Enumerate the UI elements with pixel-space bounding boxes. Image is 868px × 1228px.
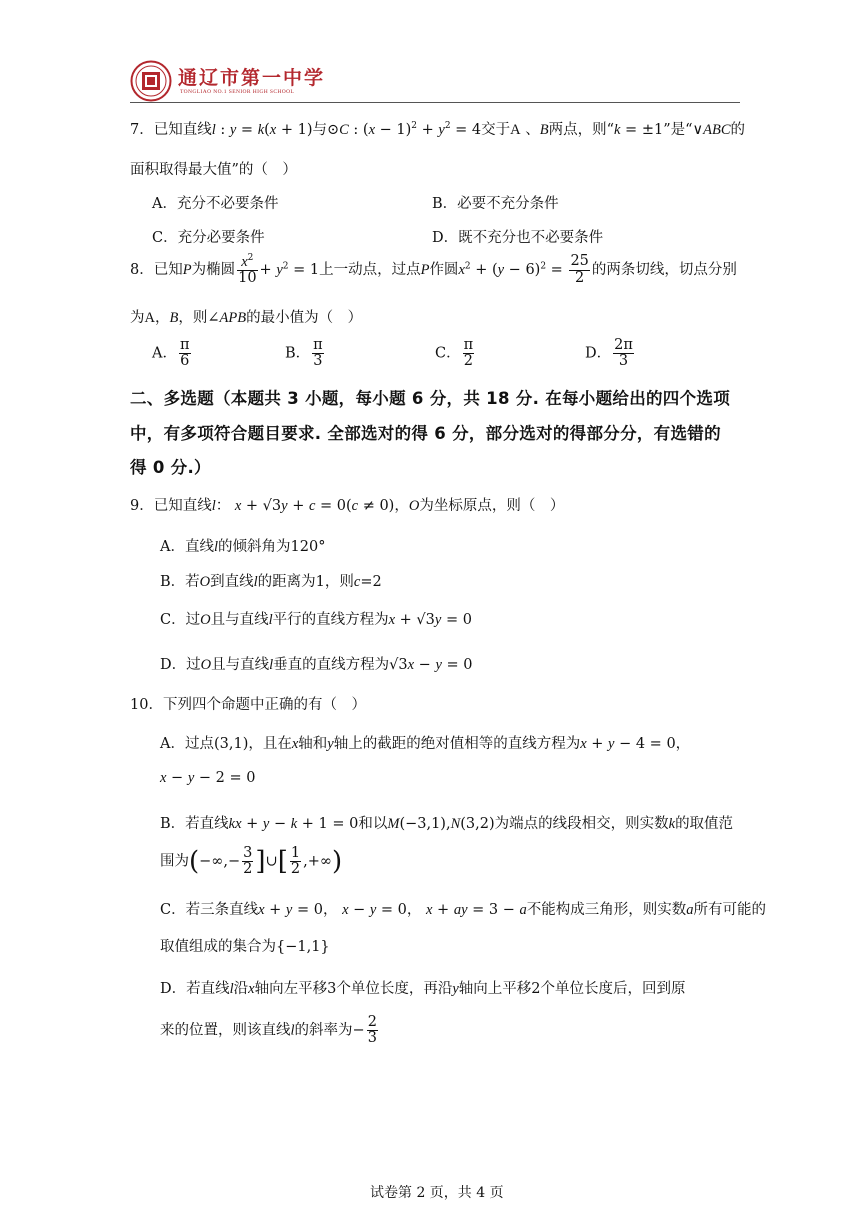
q7-stem: 7．已知直线l : y = k(x + 1)与⊙C : $(x - 1)^2 + y^2 = 4$交于A 、B两点，则“k = ±1”是“∨ABC的 bbox=[130, 121, 746, 138]
q10-option-d: D．若直线l沿x轴向左平移3个单位长度，再沿y轴向上平移2个单位长度后，回到原 bbox=[160, 981, 686, 997]
q8-stem: 8．已知P为椭圆 $\frac{x^2}{10}$ + $y^2 = 1$上一动点，过点P作圆$x^2 + (y - 6)^2$ = $\frac{25}{2}$ 的两条切线，切点分别 bbox=[130, 253, 737, 287]
q9-option-d: D．过O且与直线l垂直的直线方程为√3x − y = 0 bbox=[160, 657, 473, 673]
q10-option-d-line2: 来的位置，则该直线l的斜率为− $\frac{2}{3}$ bbox=[160, 1014, 377, 1047]
q7-stem-line2: 面积取得最大值”的（ ） bbox=[130, 162, 297, 178]
q8-option-c: C． $\frac{\pi}{2}$ bbox=[435, 337, 474, 370]
q9-option-b: B．若O到直线l的距离为1，则c=2 bbox=[160, 574, 382, 590]
header-rule bbox=[130, 102, 740, 103]
q9-option-c: C．过O且与直线l平行的直线方程为x + √3y = 0 bbox=[160, 612, 472, 628]
q8-option-b: B． $\frac{\pi}{3}$ bbox=[285, 337, 323, 370]
q7-option-a: A．充分不必要条件 bbox=[152, 196, 279, 212]
school-name-en: TONGLIAO NO.1 SENIOR HIGH SCHOOL bbox=[180, 89, 295, 95]
q8-option-d: D． $\frac{2\pi}{3}$ bbox=[585, 337, 633, 370]
q10-option-a: A．过点(3,1)，且在x轴和y轴上的截距的绝对值相等的直线方程为x + y − 4 = 0， bbox=[160, 736, 691, 752]
q8-option-a: A． $\frac{\pi}{6}$ bbox=[152, 337, 190, 370]
q7-option-c: C．充分必要条件 bbox=[152, 230, 265, 246]
q9-stem: 9．已知直线l： x + √3y + c = 0(c ≠ 0)，O为坐标原点，则（ ） bbox=[130, 498, 565, 514]
q10-option-c: C．若三条直线x + y = 0， x − y = 0， x + ay = 3 − a不能构成三角形，则实数a所有可能的 bbox=[160, 902, 766, 918]
q10-option-b-line2: 围为(−∞,− $\frac{3}{2}$ ]∪[ $\frac{1}{2}$ ,+∞) bbox=[160, 845, 343, 878]
q10-stem: 10．下列四个命题中正确的有（ ） bbox=[130, 697, 366, 713]
school-logo-icon bbox=[130, 60, 172, 102]
q10-option-b: B．若直线kx + y − k + 1 = 0和以M(−3,1),N(3,2)为端点的线段相交，则实数k的取值范 bbox=[160, 816, 734, 832]
q10-option-a-line2: x − y − 2 = 0 bbox=[160, 770, 256, 786]
q8-stem-line2: 为A，B，则∠APB的最小值为（ ） bbox=[130, 310, 363, 326]
page-footer: 试卷第 2 页，共 4 页 bbox=[370, 1185, 504, 1201]
q9-option-a: A．直线l的倾斜角为120° bbox=[160, 539, 326, 555]
school-name: 通辽市第一中学 bbox=[178, 67, 326, 89]
q7-option-d: D．既不充分也不必要条件 bbox=[432, 230, 604, 246]
q10-option-c-line2: 取值组成的集合为{−1,1} bbox=[160, 939, 330, 955]
q7-option-b: B．必要不充分条件 bbox=[432, 196, 559, 212]
